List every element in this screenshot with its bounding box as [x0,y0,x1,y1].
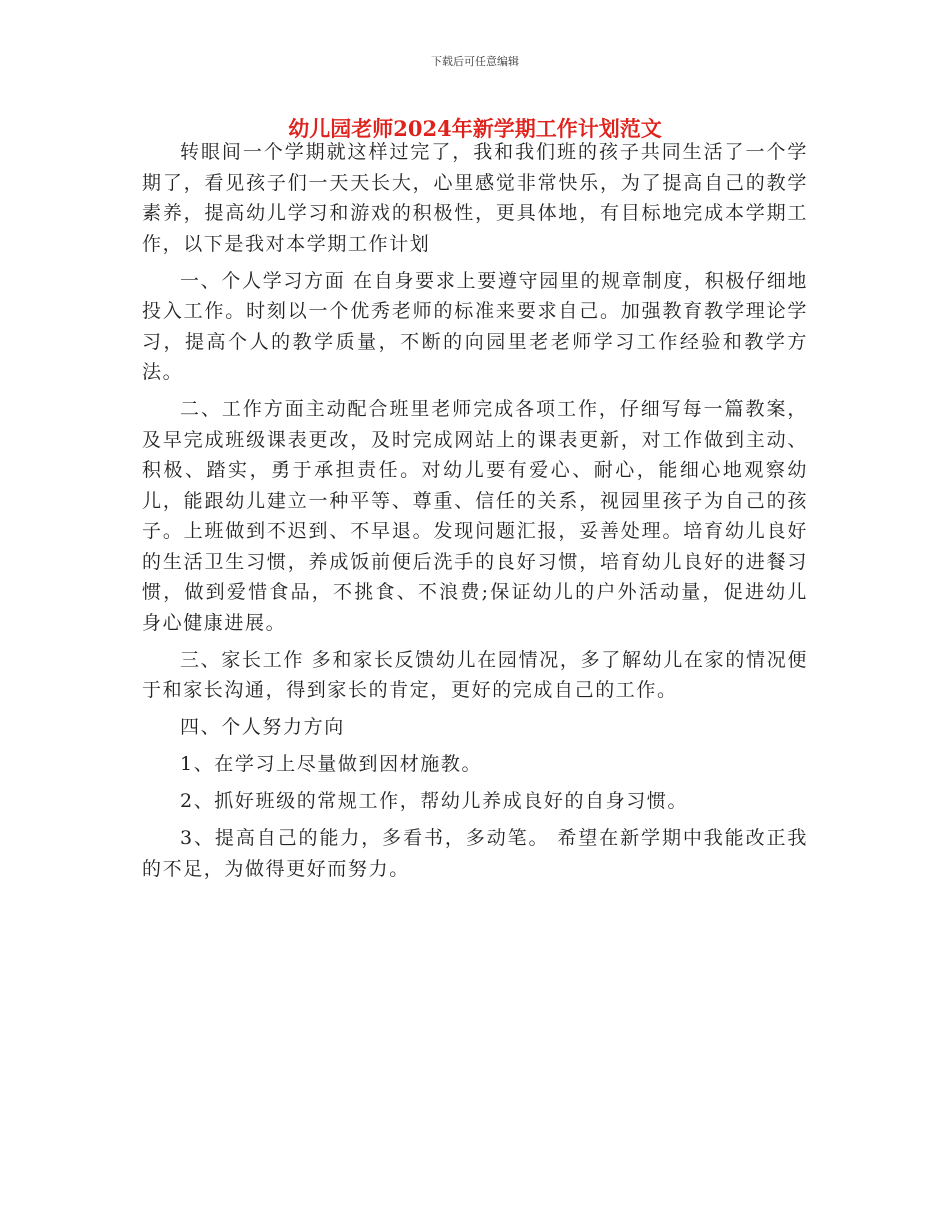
paragraph-effort-heading: 四、个人努力方向 [180,716,345,738]
list-item: 3、提高自己的能力，多看书，多动笔。 希望在新学期中我能改正我的不足，为做得更好而努力。 [142,827,808,880]
list-item: 2、抓好班级的常规工作，帮幼儿养成良好的自身习惯。 [180,790,689,812]
paragraph-work: 二、工作方面主动配合班里老师完成各项工作，仔细写每一篇教案，及早完成班级课表更改，及时完成网站上的课表更新，对工作做到主动、积极、踏实，勇于承担责任。对幼儿要有爱心、耐心，能细心地观察幼儿，能跟幼儿建立一种平等、尊重、信任的关系，视园里孩子为自己的孩子。上班做到不迟到、不早退。发现问题汇报，妥善处理。培育幼儿良好的生活卫生习惯，养成饭前便后洗手的良好习惯，培育幼儿良好的进餐习惯，做到爱惜食品，不挑食、不浪费;保证幼儿的户外活动量，促进幼儿身心健康进展。 [142,398,808,634]
paragraph-intro: 转眼间一个学期就这样过完了，我和我们班的孩子共同生活了一个学期了，看见孩子们一天天长大，心里感觉非常快乐，为了提高自己的教学素养，提高幼儿学习和游戏的积极性，更具体地，有目标地完成本学期工作，以下是我对本学期工作计划 [142,141,808,255]
paragraph-personal-study: 一、个人学习方面 在自身要求上要遵守园里的规章制度，积极仔细地投入工作。时刻以一个优秀老师的标准来要求自己。加强教育教学理论学习，提高个人的教学质量，不断的向园里老老师学习工作经验和教学方法。 [142,269,808,383]
list-item: 1、在学习上尽量做到因材施教。 [180,753,483,775]
header-note: 下载后可任意编辑 [431,55,519,68]
paragraph-parents: 三、家长工作 多和家长反馈幼儿在园情况，多了解幼儿在家的情况便于和家长沟通，得到家长的肯定，更好的完成自己的工作。 [142,648,808,701]
document-body [142,137,808,891]
document-title: 幼儿园老师2024年新学期工作计划范文 [288,116,662,141]
